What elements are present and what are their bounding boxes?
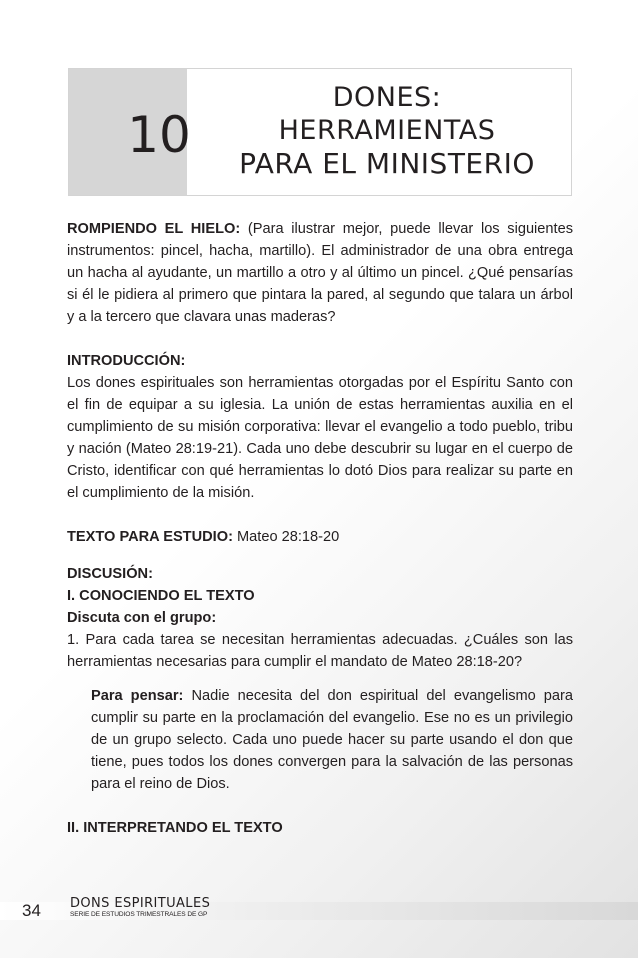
think-label: Para pensar: [91, 688, 184, 704]
footer-series: SERIE DE ESTUDIOS TRIMESTRALES DE GP [70, 911, 208, 918]
study-text-label: TEXTO PARA ESTUDIO: [67, 529, 233, 545]
think-text: Nadie necesita del don espiritual del evangelismo para cumplir su parte en la proclamación del evangelio. Ese no es un privilegio de un grupo selecto. Cada uno puede hacer su parte usando el don que tiene, pues todos los dones convergen para la salvación de las personas para el reino de Dios. [91, 688, 574, 792]
study-text-reference: Mateo 28:18-20 [237, 529, 340, 545]
study-text-paragraph [67, 526, 573, 548]
section-1-title: I. CONOCIENDO EL TEXTO [67, 588, 255, 604]
chapter-title-line-1: DONES: [332, 82, 442, 113]
question-1: 1. Para cada tarea se necesitan herramientas adecuadas. ¿Cuáles son las herramientas necesarias para cumplir el mandato de Mateo 28:18-20? [67, 632, 573, 670]
footer-book-title: DONS ESPIRITUALES [70, 896, 211, 911]
think-paragraph [91, 685, 573, 795]
chapter-header [68, 68, 572, 196]
icebreaker-paragraph [67, 218, 573, 328]
chapter-title-line-3: PARA EL MINISTERIO [239, 147, 535, 180]
introduction-text: Los dones espirituales son herramientas otorgadas por el Espíritu Santo con el fin de equipar a su iglesia. La unión de estas herramientas auxilia en el cumplimiento de su misión corporativa: llevar el evangelio a todo pueblo, tribu y nación (Mateo 28:19-21). Cada uno debe descubrir su lugar en el cuerpo de Cristo, identificar con qué herramientas lo dotó Dios para realizar su parte en el cumplimiento de la misión. [67, 375, 573, 501]
chapter-number: 10 [127, 106, 191, 164]
page-number: 34 [22, 901, 41, 920]
chapter-number-panel [69, 69, 191, 195]
icebreaker-label: ROMPIENDO EL HIELO: [67, 221, 241, 237]
section-2-title: II. INTERPRETANDO EL TEXTO [67, 820, 283, 836]
introduction-label: INTRODUCCIÓN: [67, 353, 186, 369]
discussion-label: DISCUSIÓN: [67, 566, 153, 582]
chapter-title-line-2: HERRAMIENTAS [278, 115, 496, 146]
chapter-title [207, 81, 567, 180]
lesson-body [67, 218, 573, 839]
icebreaker-text: (Para ilustrar mejor, puede llevar los siguientes instrumentos: pincel, hacha, martillo). El administrador de una obra entrega un hacha al ayudante, un martillo a otro y al último un pincel. ¿Qué pensarías si él le pidiera al primero que pintara la pared, al segundo que talara un árbol y a la tercero que clavara unas maderas? [67, 221, 573, 325]
group-label: Discuta con el grupo: [67, 610, 217, 626]
